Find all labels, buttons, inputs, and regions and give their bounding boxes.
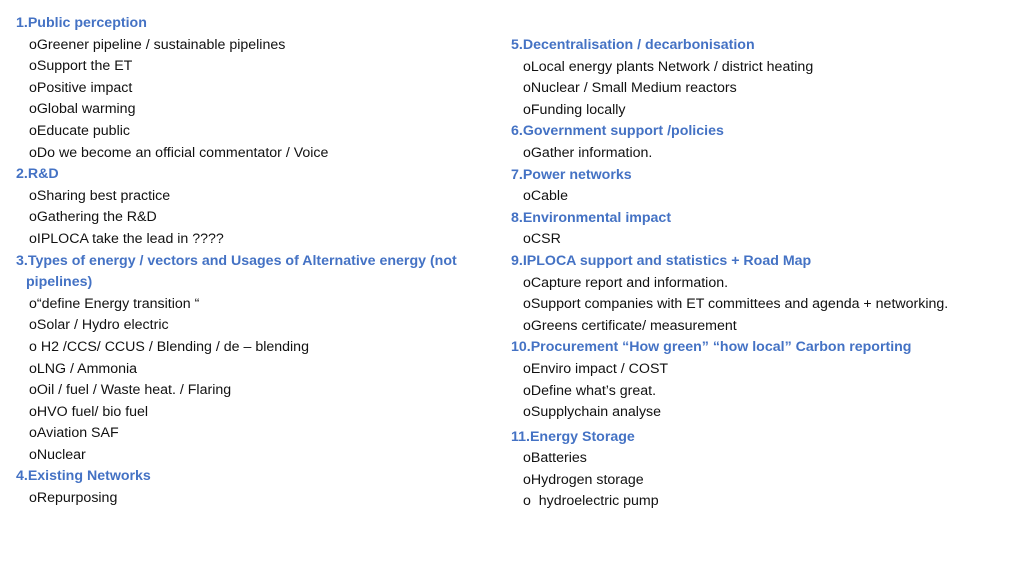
list-item: oSharing best practice — [29, 187, 171, 204]
section-title-energy-storage: 11.Energy Storage — [511, 428, 635, 445]
list-item: oEducate public — [29, 122, 130, 139]
section-title-power-networks: 7.Power networks — [511, 166, 632, 183]
section-title-types-of-energy: 3.Types of energy / vectors and Usages of Alternative energy (not — [16, 252, 457, 269]
list-item: oEnviro impact / COST — [523, 360, 669, 377]
list-item: oCable — [523, 188, 568, 205]
section-title-iploca-support: 9.IPLOCA support and statistics + Road Map — [511, 252, 812, 269]
list-item: oSolar / Hydro electric — [29, 317, 169, 334]
section-title-procurement: 10.Procurement “How green” “how local” Carbon reporting — [511, 339, 912, 356]
list-item: oHVO fuel/ bio fuel — [29, 403, 149, 420]
list-item: oRepurposing — [29, 490, 118, 507]
list-item: oSupport companies with ET committees and agenda + networking. — [523, 296, 949, 313]
list-item: oGreener pipeline / sustainable pipelines — [29, 36, 286, 53]
section-title-existing-networks: 4.Existing Networks — [16, 468, 151, 485]
list-item: o hydroelectric pump — [523, 493, 659, 510]
list-item: oOil / fuel / Waste heat. / Flaring — [29, 382, 232, 399]
section-title-rnd: 2.R&D — [16, 166, 59, 183]
section-title-environmental-impact: 8.Environmental impact — [511, 209, 672, 226]
list-item: oNuclear / Small Medium reactors — [523, 80, 737, 97]
list-item: oSupport the ET — [29, 58, 133, 75]
list-item: oGreens certificate/ measurement — [523, 317, 737, 334]
section-title-types-of-energy-cont: pipelines) — [26, 274, 93, 291]
list-item: oFunding locally — [523, 101, 626, 118]
list-item: oPositive impact — [29, 79, 133, 96]
list-item: oSupplychain analyse — [523, 404, 662, 421]
list-item: oGathering the R&D — [29, 209, 157, 226]
list-item: oGather information. — [523, 144, 653, 161]
list-item: o H2 /CCS/ CCUS / Blending / de – blending — [29, 338, 309, 355]
section-title-decentralisation: 5.Decentralisation / decarbonisation — [511, 37, 755, 53]
list-item: oLNG / Ammonia — [29, 360, 138, 377]
right-column — [511, 35, 1011, 513]
list-item: oIPLOCA take the lead in ???? — [29, 230, 224, 247]
list-item: o“define Energy transition “ — [29, 295, 200, 312]
list-item: oGlobal warming — [29, 101, 136, 118]
list-item: oBatteries — [523, 450, 587, 467]
list-item: oAviation SAF — [29, 425, 119, 442]
list-item: oLocal energy plants Network / district heating — [523, 58, 814, 75]
section-title-public-perception: 1.Public perception — [16, 15, 147, 31]
list-item: oDefine what’s great. — [523, 382, 657, 399]
list-item: oCSR — [523, 231, 561, 248]
list-item: oDo we become an official commentator / Voice — [29, 144, 329, 161]
list-item: oHydrogen storage — [523, 471, 644, 488]
left-column — [16, 13, 496, 510]
list-item: oNuclear — [29, 446, 86, 463]
list-item: oCapture report and information. — [523, 274, 729, 291]
section-title-government-support: 6.Government support /policies — [511, 123, 724, 140]
